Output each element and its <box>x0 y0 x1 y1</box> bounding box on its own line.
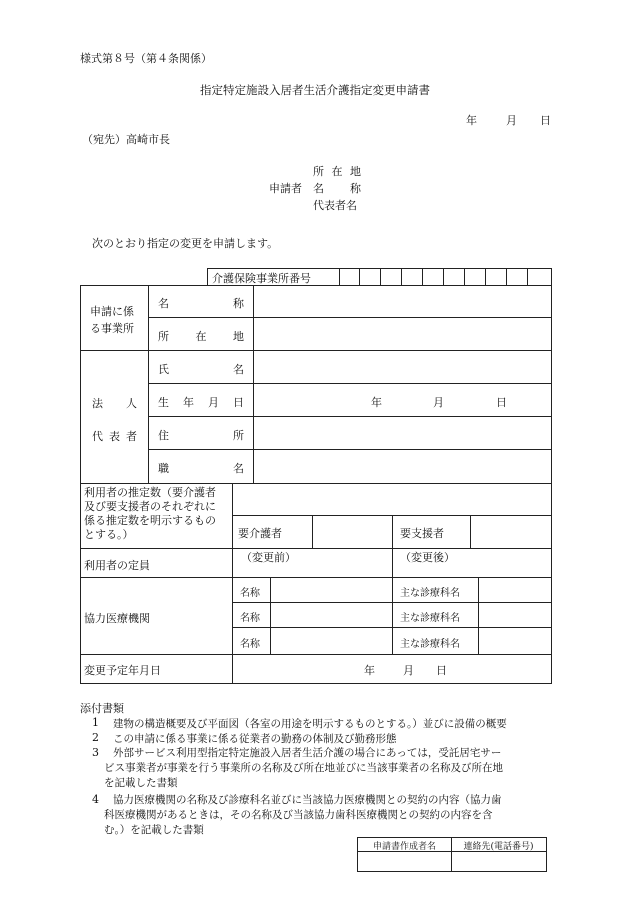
representative-name-label: 氏 名 <box>158 363 244 376</box>
office-section-label-2: る事業所 <box>90 322 134 335</box>
care-needed-label: 要介護者 <box>238 527 282 540</box>
attachment-item-4: 協力医療機関の名称及び診療科名並びに当該協力医療機関との契約の内容（協力歯 科医療機関があるときは，その名称及び当該協力歯科医療機関との契約の内容を含 む。）を記載した書類 <box>104 794 502 836</box>
representative-address-label: 住 所 <box>158 429 244 442</box>
office-section-label-1: 申請に係 <box>90 305 134 318</box>
date-day: 日 <box>540 114 551 127</box>
change-year-unit: 年 <box>364 664 375 677</box>
attachment-item-1: 建物の構造概要及び平面図（各室の用途を明示するものとする。）並びに設備の概要 <box>113 718 507 730</box>
change-day-unit: 日 <box>436 664 447 677</box>
representative-position-label: 職 名 <box>158 462 244 475</box>
medical-name-label: 名称 <box>240 588 260 599</box>
attachment-number: 3 <box>92 746 99 759</box>
medical-dept-label: 主な診療科名 <box>400 613 460 624</box>
corporation-section-label-1: 法 人 <box>92 397 137 410</box>
insurance-number-label: 介護保険事業所番号 <box>212 272 311 285</box>
form-number: 様式第８号（第４条関係） <box>80 52 212 65</box>
office-location-label: 所 在 地 <box>158 330 244 343</box>
document-title: 指定特定施設入居者生活介護指定変更申請書 <box>200 83 430 97</box>
birth-date-label: 生 年 月 日 <box>158 396 244 409</box>
medical-dept-label: 主な診療科名 <box>400 588 460 599</box>
intro-text: 次のとおり指定の変更を申請します。 <box>92 237 279 250</box>
applicant-representative-label: 代表者名 <box>313 199 357 212</box>
capacity-label: 利用者の定員 <box>84 559 150 572</box>
support-needed-label: 要支援者 <box>400 527 444 540</box>
after-change-label: （変更後） <box>400 551 455 564</box>
user-estimate-label: 利用者の推定数（要介護者 及び要支援者のそれぞれに 係る推定数を明示するもの とする。） <box>84 486 216 541</box>
birth-day-unit: 日 <box>496 396 507 409</box>
birth-month-unit: 月 <box>433 396 444 409</box>
attachment-item-2: この申請に係る事業に係る従業者の勤務の体制及び勤務形態 <box>113 733 397 745</box>
medical-name-label: 名称 <box>240 639 260 650</box>
date-month: 月 <box>506 114 517 127</box>
before-change-label: （変更前） <box>241 551 296 564</box>
applicant-label: 申請者 <box>269 182 302 195</box>
office-name-label: 名 称 <box>158 297 244 310</box>
creator-label: 申請書作成者名 <box>372 842 436 852</box>
attachment-item-3: 外部サービス利用型指定特定施設入居者生活介護の場合にあっては，受託居宅サー ビス事業者が事業を行う事業所の名称及び所在地並びに当該事業者の名称及び所在地 を記載した書類 <box>104 747 503 789</box>
addressee: （宛先）高崎市長 <box>82 133 170 146</box>
attachment-number: 2 <box>92 731 99 744</box>
birth-year-unit: 年 <box>371 396 382 409</box>
cooperating-medical-label: 協力医療機関 <box>84 612 150 625</box>
change-month-unit: 月 <box>403 664 414 677</box>
attachment-number: 1 <box>92 716 99 729</box>
medical-name-label: 名称 <box>240 613 260 624</box>
applicant-location-label: 所 在 地 <box>313 165 361 178</box>
attachments-heading: 添付書類 <box>80 702 124 715</box>
date-year: 年 <box>466 114 477 127</box>
change-date-label: 変更予定年月日 <box>84 664 161 677</box>
contact-label: 連絡先(電話番号) <box>463 842 534 852</box>
corporation-section-label-2: 代 表 者 <box>92 430 137 443</box>
medical-dept-label: 主な診療科名 <box>400 639 460 650</box>
applicant-name-label: 名 称 <box>313 182 361 195</box>
attachment-number: 4 <box>92 793 99 806</box>
